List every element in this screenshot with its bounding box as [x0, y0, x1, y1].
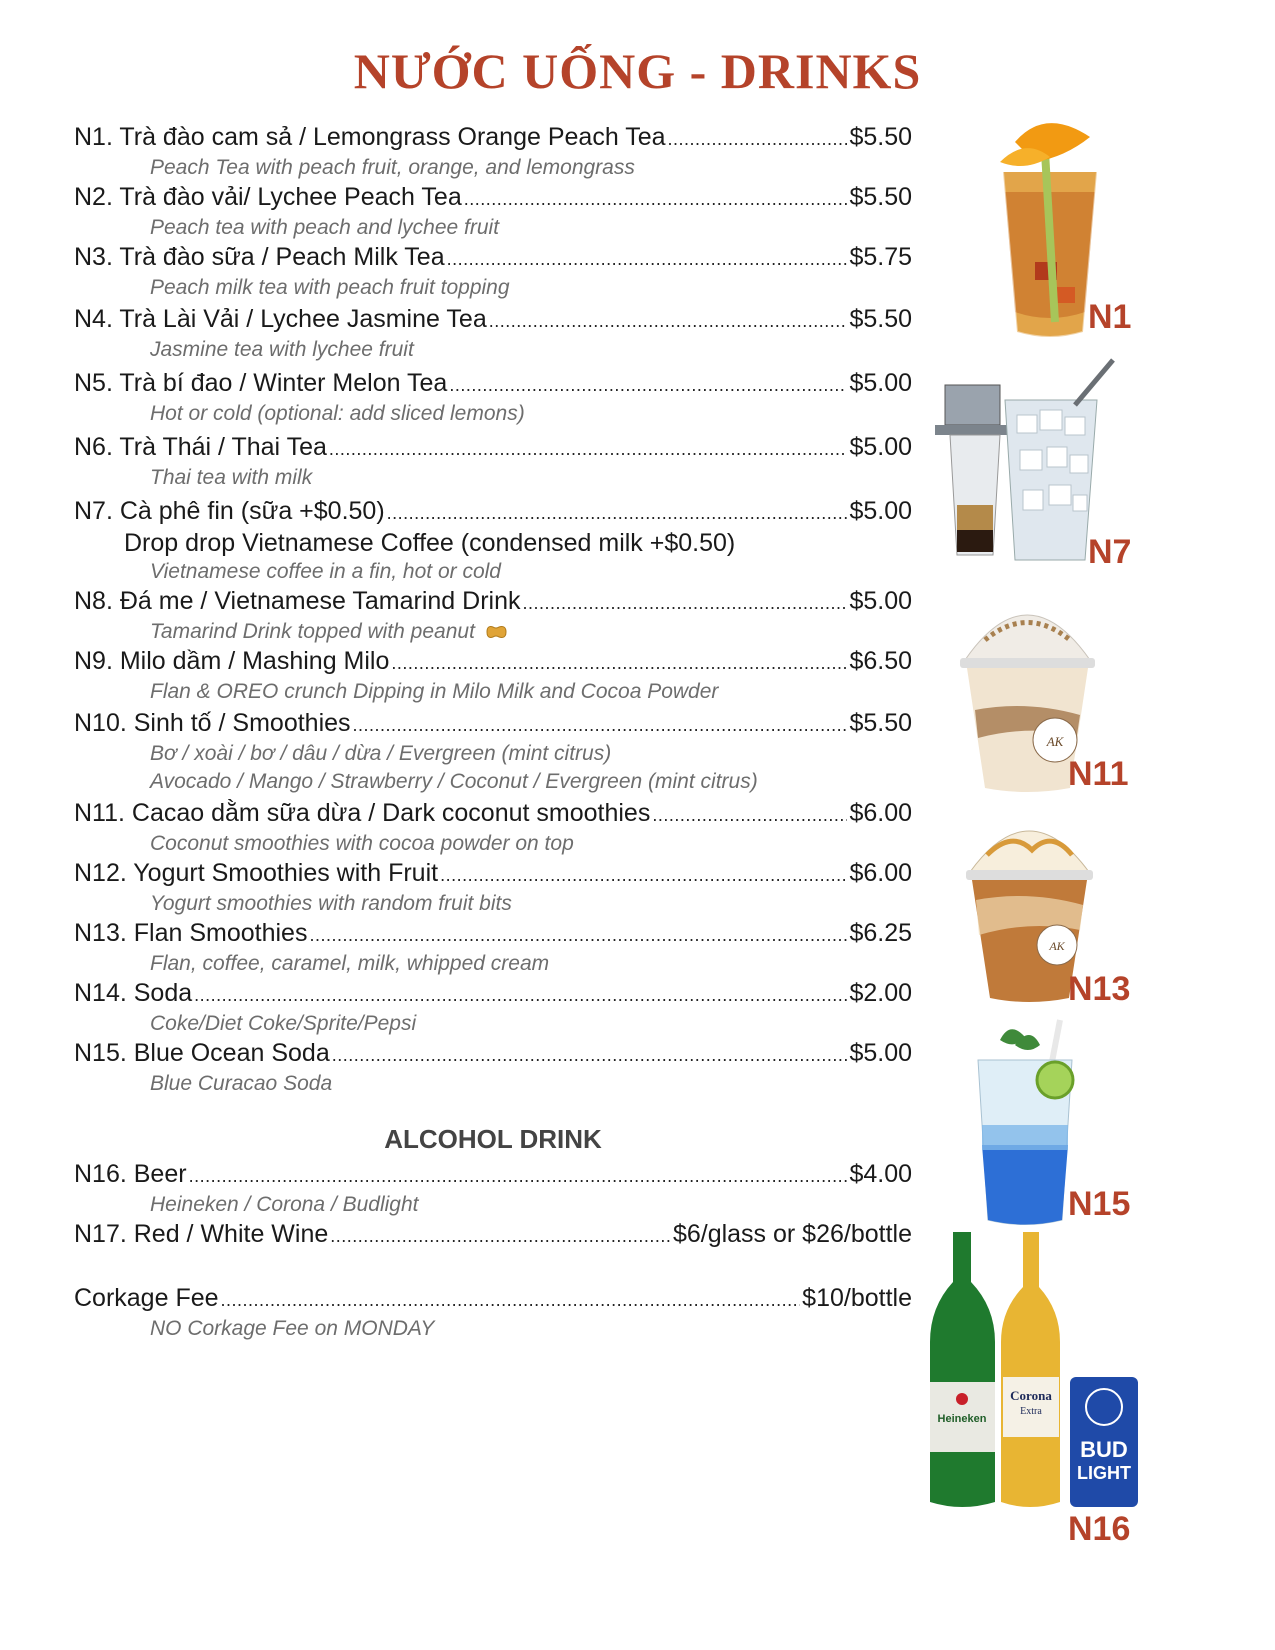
menu-item-row — [74, 368, 912, 400]
n16-photo-tag: N16 — [1068, 1510, 1131, 1548]
menu-item-price: $6.25 — [849, 919, 912, 947]
drink-list — [74, 122, 912, 1098]
menu-item-description — [74, 678, 912, 706]
menu-item-price: $6.50 — [849, 647, 912, 675]
leader-dots — [353, 710, 848, 740]
menu-item-price: $5.50 — [849, 305, 912, 333]
alcohol-list — [74, 1159, 912, 1251]
menu-item-description — [74, 558, 912, 586]
corkage-name: Corkage Fee — [74, 1284, 219, 1312]
menu-item-description — [74, 830, 912, 858]
menu-item-row — [74, 646, 912, 678]
menu-item-price: $5.50 — [849, 123, 912, 151]
corkage-desc: NO Corkage Fee on MONDAY — [150, 1317, 435, 1340]
menu-item-name: N14. Soda — [74, 979, 193, 1007]
menu-item-description-text: Peach Tea with peach fruit, orange, and lemongrass — [150, 156, 635, 179]
menu-item-price: $6.00 — [849, 859, 912, 887]
leader-dots — [309, 920, 847, 950]
svg-text:AK: AK — [1046, 734, 1064, 749]
leader-dots — [330, 1221, 671, 1251]
menu-item-description-text: Blue Curacao Soda — [150, 1072, 333, 1095]
menu-item — [74, 798, 912, 858]
menu-item-description-text: Avocado / Mango / Strawberry / Coconut / Evergreen (mint citrus) — [150, 770, 758, 793]
menu-item-description-text: Heineken / Corona / Budlight — [150, 1193, 419, 1216]
corona-sub-label: Extra — [1020, 1406, 1042, 1417]
menu-item-description-text: Thai tea with milk — [150, 466, 313, 489]
menu-item-description — [74, 336, 912, 364]
leader-dots — [391, 648, 847, 678]
menu-item-row — [74, 708, 912, 740]
n16-beer-photo — [925, 1232, 1145, 1512]
menu-item — [74, 496, 912, 586]
menu-item-description — [74, 1191, 912, 1219]
menu-item-name: N10. Sinh tố / Smoothies — [74, 709, 351, 737]
n13-photo-tag: N13 — [1068, 970, 1131, 1008]
menu-item — [74, 368, 912, 428]
menu-item-description — [74, 154, 912, 182]
menu-item-description — [74, 740, 912, 768]
menu-item-description-text: Jasmine tea with lychee fruit — [150, 338, 414, 361]
menu-item-row — [74, 432, 912, 464]
menu-item-description — [74, 1010, 912, 1038]
bud-label: BUD — [1080, 1437, 1128, 1462]
menu-item-price: $5.50 — [849, 183, 912, 211]
menu-item-price: $5.00 — [849, 433, 912, 461]
menu-item — [74, 182, 912, 242]
menu-item — [74, 708, 912, 796]
menu-item-description-text: Vietnamese coffee in a fin, hot or cold — [150, 560, 501, 583]
menu-item-description-text: Yogurt smoothies with random fruit bits — [150, 892, 512, 915]
menu-item-price: $2.00 — [849, 979, 912, 1007]
menu-item-price: $5.50 — [849, 709, 912, 737]
alcohol-heading: ALCOHOL DRINK — [384, 1124, 602, 1154]
menu-item-row — [74, 122, 912, 154]
n11-photo-tag: N11 — [1068, 755, 1129, 793]
heineken-label: Heineken — [937, 1413, 987, 1425]
menu-item-name: N13. Flan Smoothies — [74, 919, 308, 947]
leader-dots — [440, 860, 847, 890]
page-title: NƯỚC UỐNG - DRINKS — [353, 43, 922, 99]
menu-item-name: N15. Blue Ocean Soda — [74, 1039, 330, 1067]
menu-item — [74, 432, 912, 492]
menu-item-name: N17. Red / White Wine — [74, 1220, 329, 1248]
n15-photo-tag: N15 — [1068, 1185, 1131, 1223]
menu-item — [74, 978, 912, 1038]
menu-item-description-text: Flan & OREO crunch Dipping in Milo Milk and Cocoa Powder — [150, 680, 719, 703]
leader-dots — [447, 244, 848, 274]
menu-item-row — [74, 304, 912, 336]
corkage-item — [74, 1283, 912, 1343]
menu-item — [74, 858, 912, 918]
menu-item-name: N4. Trà Lài Vải / Lychee Jasmine Tea — [74, 305, 487, 333]
n7-photo-tag: N7 — [1088, 533, 1132, 571]
light-label: LIGHT — [1077, 1463, 1131, 1483]
menu-item-price: $5.00 — [849, 1039, 912, 1067]
leader-dots — [189, 1161, 848, 1191]
menu-item-price: $5.75 — [849, 243, 912, 271]
menu-item-description-text: Coconut smoothies with cocoa powder on top — [150, 832, 574, 855]
leader-dots — [221, 1285, 801, 1315]
menu-item-name: N8. Đá me / Vietnamese Tamarind Drink — [74, 587, 521, 615]
n1-photo-tag: N1 — [1088, 298, 1132, 336]
menu-item-price: $5.00 — [849, 369, 912, 397]
leader-dots — [522, 588, 847, 618]
menu-item-row — [74, 1038, 912, 1070]
leader-dots — [449, 370, 847, 400]
menu-item-price: $6/glass or $26/bottle — [672, 1220, 912, 1248]
menu-item — [74, 918, 912, 978]
menu-item-price: $5.00 — [849, 497, 912, 525]
menu-item-name: N12. Yogurt Smoothies with Fruit — [74, 859, 439, 887]
menu-item-description — [74, 400, 912, 428]
menu-item-subtitle: Drop drop Vietnamese Coffee (condensed milk +$0.50) — [124, 529, 736, 557]
menu-item-description-text: Peach milk tea with peach fruit topping — [150, 276, 510, 299]
menu-item-name: N16. Beer — [74, 1160, 187, 1188]
menu-item-name: N9. Milo dầm / Mashing Milo — [74, 647, 390, 675]
menu-item-name: N5. Trà bí đao / Winter Melon Tea — [74, 369, 448, 397]
corkage-price: $10/bottle — [802, 1284, 912, 1312]
menu-item-description — [74, 618, 912, 646]
drinks-menu — [74, 122, 912, 1343]
menu-item-description — [74, 890, 912, 918]
menu-item-description-text: Coke/Diet Coke/Sprite/Pepsi — [150, 1012, 417, 1035]
menu-item-name: N3. Trà đào sữa / Peach Milk Tea — [74, 243, 445, 271]
menu-item-description — [74, 768, 912, 796]
menu-item-name: N7. Cà phê fin (sữa +$0.50) — [74, 497, 385, 525]
menu-item — [74, 122, 912, 182]
menu-item-price: $5.00 — [849, 587, 912, 615]
menu-item — [74, 1038, 912, 1098]
menu-item-row — [74, 858, 912, 890]
menu-item-price: $6.00 — [849, 799, 912, 827]
menu-item-description — [74, 950, 912, 978]
menu-item-description — [74, 464, 912, 492]
menu-item-name: N2. Trà đào vải/ Lychee Peach Tea — [74, 183, 462, 211]
menu-item-price: $4.00 — [849, 1160, 912, 1188]
menu-item — [74, 1159, 912, 1219]
leader-dots — [668, 124, 848, 154]
svg-text:AK: AK — [1049, 939, 1065, 953]
leader-dots — [489, 306, 848, 336]
menu-item-row — [74, 978, 912, 1010]
menu-item — [74, 646, 912, 706]
menu-item-name: N11. Cacao dằm sữa dừa / Dark coconut smoothies — [74, 799, 651, 827]
menu-item-row — [74, 1159, 912, 1191]
leader-dots — [194, 980, 847, 1010]
menu-item-row — [74, 242, 912, 274]
menu-item-description-text: Hot or cold (optional: add sliced lemons) — [150, 402, 525, 425]
menu-item-row — [74, 1219, 912, 1251]
corona-label: Corona — [1010, 1388, 1052, 1403]
menu-item-description — [74, 274, 912, 302]
menu-item — [74, 304, 912, 364]
menu-item-description-text: Bơ / xoài / bơ / dâu / dừa / Evergreen (mint citrus) — [150, 742, 612, 765]
menu-item-row — [74, 798, 912, 830]
menu-item-description-text: Tamarind Drink topped with peanut — [150, 620, 475, 643]
menu-item-name: N1. Trà đào cam sả / Lemongrass Orange Peach Tea — [74, 123, 666, 151]
leader-dots — [652, 800, 847, 830]
menu-item-row — [74, 182, 912, 214]
menu-item-row — [74, 918, 912, 950]
menu-item — [74, 586, 912, 646]
menu-item-description-text: Flan, coffee, caramel, milk, whipped cream — [150, 952, 550, 975]
leader-dots — [464, 184, 848, 214]
menu-item-row — [74, 496, 912, 528]
menu-item — [74, 242, 912, 302]
menu-item-name: N6. Trà Thái / Thai Tea — [74, 433, 327, 461]
leader-dots — [329, 434, 848, 464]
menu-item-description — [74, 214, 912, 242]
menu-item-description — [74, 1070, 912, 1098]
peanut-icon — [483, 624, 509, 640]
leader-dots — [332, 1040, 848, 1070]
menu-item — [74, 1219, 912, 1251]
menu-item-row — [74, 586, 912, 618]
menu-item-description-text: Peach tea with peach and lychee fruit — [150, 216, 500, 239]
leader-dots — [387, 498, 848, 528]
